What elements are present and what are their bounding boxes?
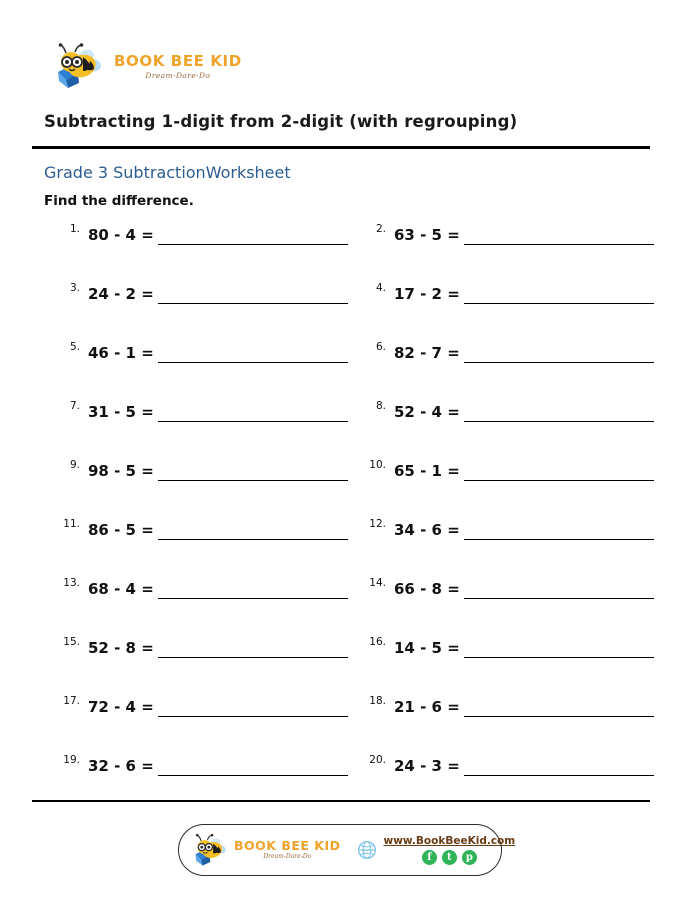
brand-name: BOOK BEE KID — [114, 52, 242, 71]
problem-row — [44, 753, 654, 812]
problem-number: 6. — [375, 341, 386, 353]
problem-item — [44, 399, 354, 458]
problem-number: 20. — [369, 754, 386, 766]
answer-blank[interactable] — [464, 753, 654, 776]
problem-expression: 17 - 2 = — [394, 285, 460, 303]
problem-expression: 21 - 6 = — [394, 698, 460, 716]
answer-blank[interactable] — [158, 281, 348, 304]
problem-expression: 66 - 8 = — [394, 580, 460, 598]
problem-item — [354, 458, 654, 517]
bee-with-book-icon — [191, 833, 231, 867]
twitter-icon[interactable]: t — [442, 850, 457, 865]
problem-row — [44, 694, 654, 753]
problem-number: 11. — [63, 518, 80, 530]
problem-expression: 46 - 1 = — [88, 344, 154, 362]
problem-item — [354, 517, 654, 576]
problem-number: 3. — [69, 282, 80, 294]
footer-brand-tagline: Dream-Dare-Do — [263, 853, 312, 861]
footer-brand-name: BOOK BEE KID — [234, 837, 341, 853]
footer-web-block — [341, 835, 516, 865]
bee-with-book-icon — [52, 42, 108, 90]
problem-row — [44, 576, 654, 635]
grade-subtitle: Grade 3 SubtractionWorksheet — [44, 163, 291, 182]
answer-blank[interactable] — [464, 517, 654, 540]
problem-expression: 80 - 4 = — [88, 226, 154, 244]
answer-blank[interactable] — [464, 222, 654, 245]
problem-expression: 52 - 8 = — [88, 639, 154, 657]
globe-icon — [357, 840, 377, 860]
answer-blank[interactable] — [464, 694, 654, 717]
answer-blank[interactable] — [158, 694, 348, 717]
problem-expression: 82 - 7 = — [394, 344, 460, 362]
problem-number: 5. — [69, 341, 80, 353]
instruction-text: Find the difference. — [44, 193, 194, 209]
problem-item — [44, 222, 354, 281]
problem-expression: 32 - 6 = — [88, 757, 154, 775]
problem-row — [44, 635, 654, 694]
problem-row — [44, 281, 654, 340]
answer-blank[interactable] — [464, 281, 654, 304]
problem-number: 2. — [375, 223, 386, 235]
web-stack — [384, 835, 516, 865]
answer-blank[interactable] — [158, 399, 348, 422]
problem-number: 12. — [369, 518, 386, 530]
problem-item — [44, 576, 354, 635]
answer-blank[interactable] — [464, 340, 654, 363]
answer-blank[interactable] — [158, 340, 348, 363]
problem-number: 8. — [375, 400, 386, 412]
answer-blank[interactable] — [158, 517, 348, 540]
problem-expression: 68 - 4 = — [88, 580, 154, 598]
problem-expression: 52 - 4 = — [394, 403, 460, 421]
problem-expression: 65 - 1 = — [394, 462, 460, 480]
pinterest-icon[interactable]: р — [462, 850, 477, 865]
website-link[interactable]: www.BookBeeKid.com — [383, 835, 516, 847]
problem-item — [44, 458, 354, 517]
problem-number: 10. — [369, 459, 386, 471]
social-links — [422, 850, 477, 865]
problem-row — [44, 399, 654, 458]
problem-row — [44, 517, 654, 576]
problem-expression: 72 - 4 = — [88, 698, 154, 716]
problem-number: 1. — [69, 223, 80, 235]
problems-grid — [44, 222, 654, 812]
problem-item — [44, 340, 354, 399]
problem-expression: 63 - 5 = — [394, 226, 460, 244]
problem-expression: 98 - 5 = — [88, 462, 154, 480]
problem-item — [44, 753, 354, 812]
problem-expression: 14 - 5 = — [394, 639, 460, 657]
problem-item — [44, 281, 354, 340]
problem-number: 18. — [369, 695, 386, 707]
problem-item — [354, 753, 654, 812]
page-title: Subtracting 1-digit from 2-digit (with regrouping) — [44, 112, 518, 131]
svg-text:WWW: WWW — [360, 848, 373, 853]
problem-item — [44, 635, 354, 694]
problem-item — [354, 222, 654, 281]
problem-number: 14. — [369, 577, 386, 589]
answer-blank[interactable] — [158, 753, 348, 776]
problem-item — [44, 517, 354, 576]
problem-number: 13. — [63, 577, 80, 589]
answer-blank[interactable] — [158, 458, 348, 481]
facebook-icon[interactable]: f — [422, 850, 437, 865]
problem-row — [44, 340, 654, 399]
footer-wordmark — [234, 837, 341, 861]
problem-item — [354, 399, 654, 458]
answer-blank[interactable] — [464, 399, 654, 422]
answer-blank[interactable] — [158, 576, 348, 599]
problem-number: 19. — [63, 754, 80, 766]
problem-number: 15. — [63, 636, 80, 648]
title-divider — [32, 146, 650, 149]
brand-tagline: Dream-Dare-Do — [145, 71, 211, 81]
problem-expression: 24 - 3 = — [394, 757, 460, 775]
problem-item — [354, 635, 654, 694]
problem-number: 4. — [375, 282, 386, 294]
problem-expression: 34 - 6 = — [394, 521, 460, 539]
brand-wordmark — [114, 52, 242, 80]
answer-blank[interactable] — [158, 222, 348, 245]
footer-badge — [178, 824, 516, 876]
problem-expression: 24 - 2 = — [88, 285, 154, 303]
problem-number: 17. — [63, 695, 80, 707]
problem-expression: 31 - 5 = — [88, 403, 154, 421]
footer-logo — [179, 833, 341, 867]
problem-number: 7. — [69, 400, 80, 412]
answer-blank[interactable] — [464, 635, 654, 658]
answer-blank[interactable] — [464, 458, 654, 481]
problem-number: 16. — [369, 636, 386, 648]
problem-item — [44, 694, 354, 753]
problem-expression: 86 - 5 = — [88, 521, 154, 539]
answer-blank[interactable] — [464, 576, 654, 599]
problem-number: 9. — [69, 459, 80, 471]
problem-item — [354, 340, 654, 399]
header-logo — [52, 42, 242, 90]
problem-item — [354, 281, 654, 340]
problem-row — [44, 458, 654, 517]
footer-divider — [32, 800, 650, 802]
answer-blank[interactable] — [158, 635, 348, 658]
problem-item — [354, 694, 654, 753]
problem-item — [354, 576, 654, 635]
problem-row — [44, 222, 654, 281]
